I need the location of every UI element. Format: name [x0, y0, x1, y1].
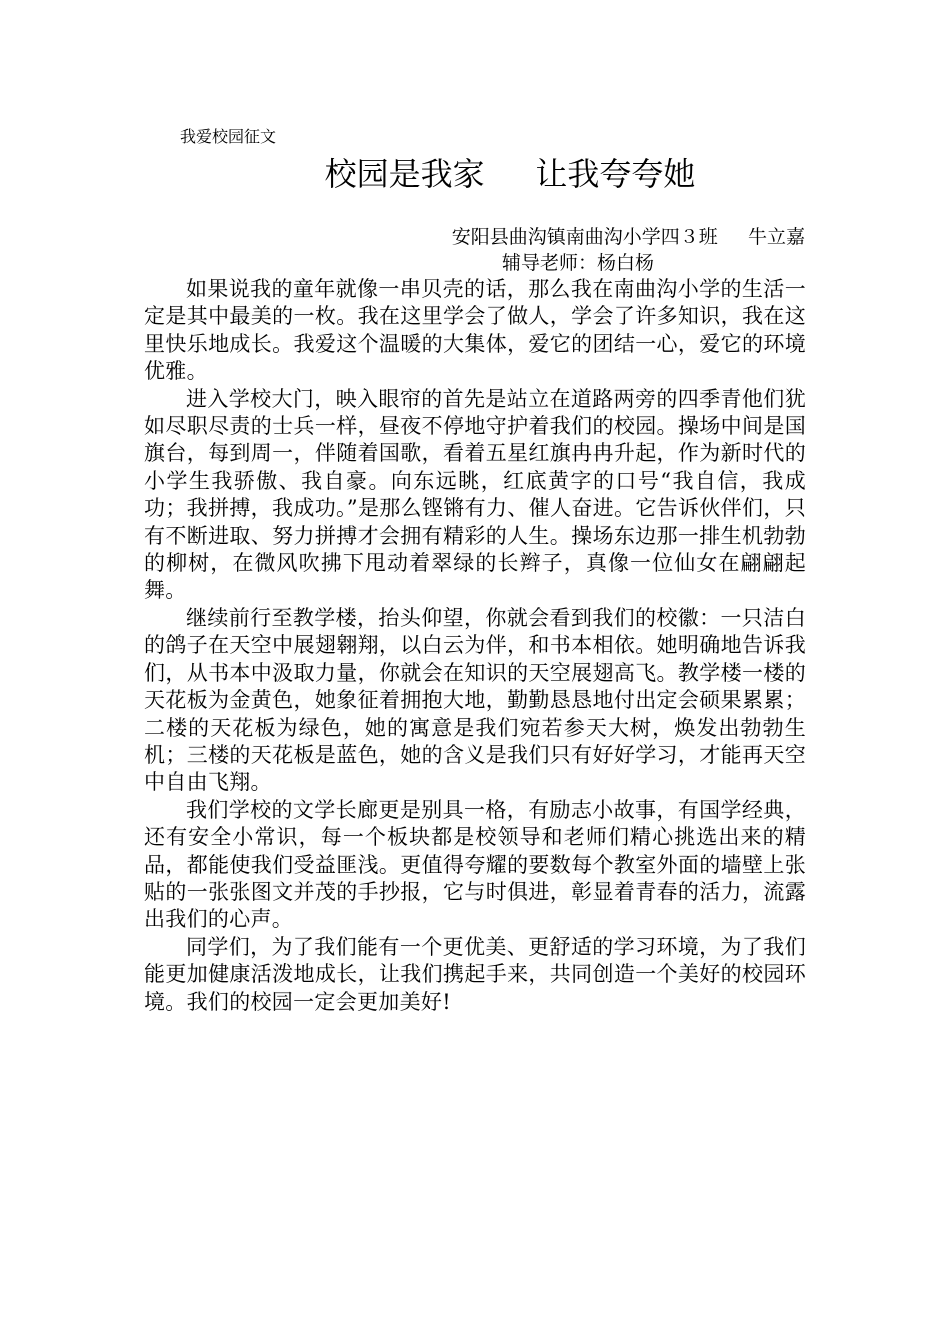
advisor-line: 辅导老师：杨白杨: [502, 252, 655, 274]
essay-title: 校园是我家 让我夸夸她: [324, 155, 696, 193]
author-line: 安阳县曲沟镇南曲沟小学四３班 牛立嘉: [451, 226, 805, 248]
paragraph: 同学们，为了我们能有一个更优美、更舒适的学习环境，为了我们能更加健康活泼地成长，让我们携起手来，共同创造一个美好的校园环境。我们的校园一定会更加美好!: [144, 934, 806, 1014]
paragraph: 我们学校的文学长廊更是别具一格，有励志小故事，有国学经典，还有安全小常识，每一个板块都是校领导和老师们精心挑选出来的精品，都能使我们受益匪浅。更值得夸耀的要数每个教室外面的墙壁上张贴的一张张图文并茂的手抄报，它与时俱进，彰显着青春的活力，流露出我们的心声。: [144, 797, 806, 932]
paragraph: 进入学校大门，映入眼帘的首先是站立在道路两旁的四季青他们犹如尽职尽责的士兵一样，昼夜不停地守护着我们的校园。操场中间是国旗台，每到周一，伴随着国歌，看着五星红旗冉冉升起，作为新时代的小学生我骄傲、我自豪。向东远眺，红底黄字的口号“我自信，我成功；我拼搏，我成功。”是那么铿锵有力、催人奋进。它告诉伙伴们，只有不断进取、努力拼搏才会拥有精彩的人生。操场东边那一排生机勃勃的柳树，在微风吹拂下甩动着翠绿的长辫子，真像一位仙女在翩翩起舞。: [144, 386, 806, 603]
essay-body: [144, 276, 806, 1016]
paragraph: 继续前行至教学楼，抬头仰望，你就会看到我们的校徽：一只洁白的鸽子在天空中展翅翱翔，以白云为伴，和书本相依。她明确地告诉我们，从书本中汲取力量，你就会在知识的天空展翅高飞。教学楼一楼的天花板为金黄色，她象征着拥抱大地，勤勤恳恳地付出定会硕果累累；二楼的天花板为绿色，她的寓意是我们宛若参天大树，焕发出勃勃生机；三楼的天花板是蓝色，她的含义是我们只有好好学习，才能再天空中自由飞翔。: [144, 605, 806, 795]
essay-category: 我爱校园征文: [180, 127, 277, 146]
paragraph: 如果说我的童年就像一串贝壳的话，那么我在南曲沟小学的生活一定是其中最美的一枚。我在这里学会了做人，学会了许多知识，我在这里快乐地成长。我爱这个温暖的大集体，爱它的团结一心，爱它的环境优雅。: [144, 277, 806, 384]
